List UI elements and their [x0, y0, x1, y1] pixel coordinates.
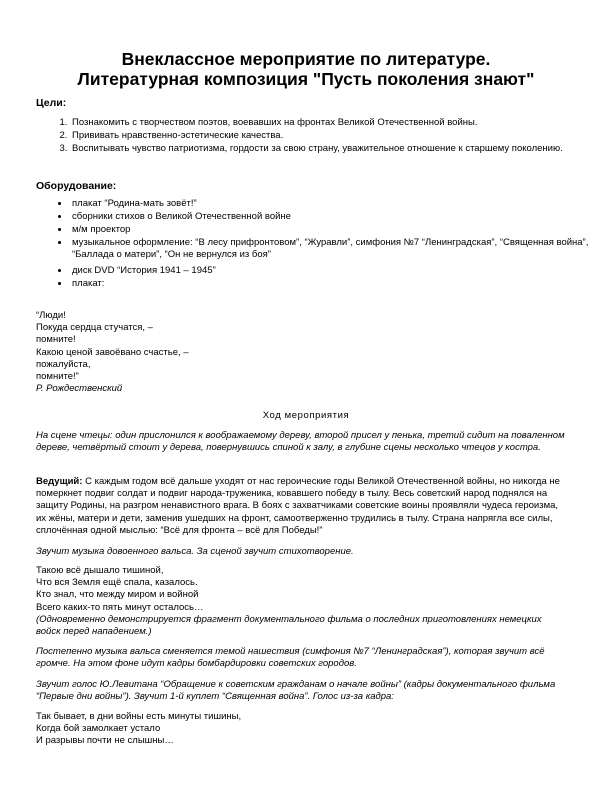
equipment-item: • диск DVD “История 1941 – 1945”	[70, 265, 590, 277]
epigraph-line: пожалуйста,	[36, 358, 91, 370]
goals-list	[36, 117, 570, 156]
equipment-item: • музыкальное оформление: “В лесу прифронтовом”, “Журавли”, симфония №7 “Ленинградская”, “Священная война”, “Баллада о матери”, “Он не вернулся из боя”	[70, 237, 590, 261]
poem-line: Что вся Земля ещё спала, казалось.	[36, 577, 198, 589]
host-speech	[36, 476, 566, 537]
equipment-item: • м/м проектор	[70, 224, 590, 236]
stage-direction: Постепенно музыка вальса сменяется темой нашествия (симфония №7 “Ленинградская”), которая звучит всё громче. На этом фоне идут кадры бомбардировки советских городов.	[36, 646, 545, 670]
goal-item: 3. Воспитывать чувство патриотизма, гордости за свою страну, уважительное отношение к старшему поколению.	[70, 143, 570, 155]
equipment-heading: Оборудование:	[36, 180, 117, 192]
goals-heading: Цели:	[36, 97, 67, 109]
host-label: Ведущий:	[36, 476, 83, 487]
poem-line: Всего каких-то пять минут осталось…	[36, 601, 204, 613]
title-line-1: Внеклассное мероприятие по литературе.	[121, 49, 491, 69]
epigraph-line: “Люди!	[36, 310, 66, 321]
epigraph-line: помните!	[36, 334, 76, 346]
poem-line: Так бывает, в дни войны есть минуты тишины,	[36, 711, 242, 722]
epigraph	[36, 310, 189, 395]
host-text: С каждым годом всё дальше уходят от нас героические годы Великой Отечественной войны, но никогда не померкнет подвиг солдат и подвиг народа-труженика, ковавшего победу в тылу. Весь советский народ поднялся на защиту Родины, на разгром ненавистного врага. В боях с захватчиками советские воины проявляли чудеса героизма, их жёны, матери и дети, заменив ушедших на фронт, самоотверженно трудились в тылу. Страна напрягла все силы, сплочённая одной мыслью: “Всё для фронта – всё для Победы!”	[36, 476, 560, 536]
poem-line: Когда бой замолкает устало	[36, 723, 161, 735]
epigraph-line: Какою ценой завоёвано счастье, –	[36, 346, 189, 358]
goal-item: 1. Познакомить с творчеством поэтов, воевавших на фронтах Великой Отечественной войны.	[70, 117, 570, 129]
stage-direction: Звучит музыка довоенного вальса. За сценой звучит стихотворение.	[36, 546, 354, 557]
epigraph-line: Покуда сердца стучатся, –	[36, 322, 153, 334]
course-heading: Ход мероприятия	[262, 410, 350, 421]
document-title	[40, 49, 572, 89]
poem-block	[36, 565, 566, 638]
poem-line: Кто знал, что между миром и войной	[36, 589, 199, 601]
stage-direction: Звучит голос Ю.Левитана “Обращение к советским гражданам о начале войны” (кадры документального фильма “Первые дни войны”). Звучит 1-й куплет “Священная война”. Голос из-за кадра:	[36, 679, 556, 703]
poem-line: Такою всё дышало тишиной,	[36, 565, 164, 576]
poem-line: И разрывы почти не слышны…	[36, 735, 174, 747]
equipment-item: • плакат “Родина-мать зовёт!”	[70, 198, 590, 210]
title-line-2: Литературная композиция "Пусть поколения знают"	[77, 69, 535, 89]
epigraph-line: помните!”	[36, 371, 79, 383]
equipment-item: • сборники стихов о Великой Отечественной войне	[70, 211, 590, 223]
equipment-item: • плакат:	[70, 278, 590, 290]
equipment-list	[36, 198, 590, 291]
epigraph-author: Р. Рождественский	[36, 383, 123, 395]
stage-direction: На сцене чтецы: один прислонился к воображаемому дереву, второй присел у пенька, третий сидит на поваленном дереве, четвёртый стоит у дерева, повернувшись спиной к залу, в глубине сцены несколько чтецов у костра.	[36, 430, 565, 454]
poem-note: (Одновременно демонстрируется фрагмент документального фильма о последних приготовлениях немецких войск перед нападением.)	[36, 613, 542, 638]
goal-item: 2. Прививать нравственно-эстетические качества.	[70, 130, 570, 142]
poem-block	[36, 711, 566, 748]
